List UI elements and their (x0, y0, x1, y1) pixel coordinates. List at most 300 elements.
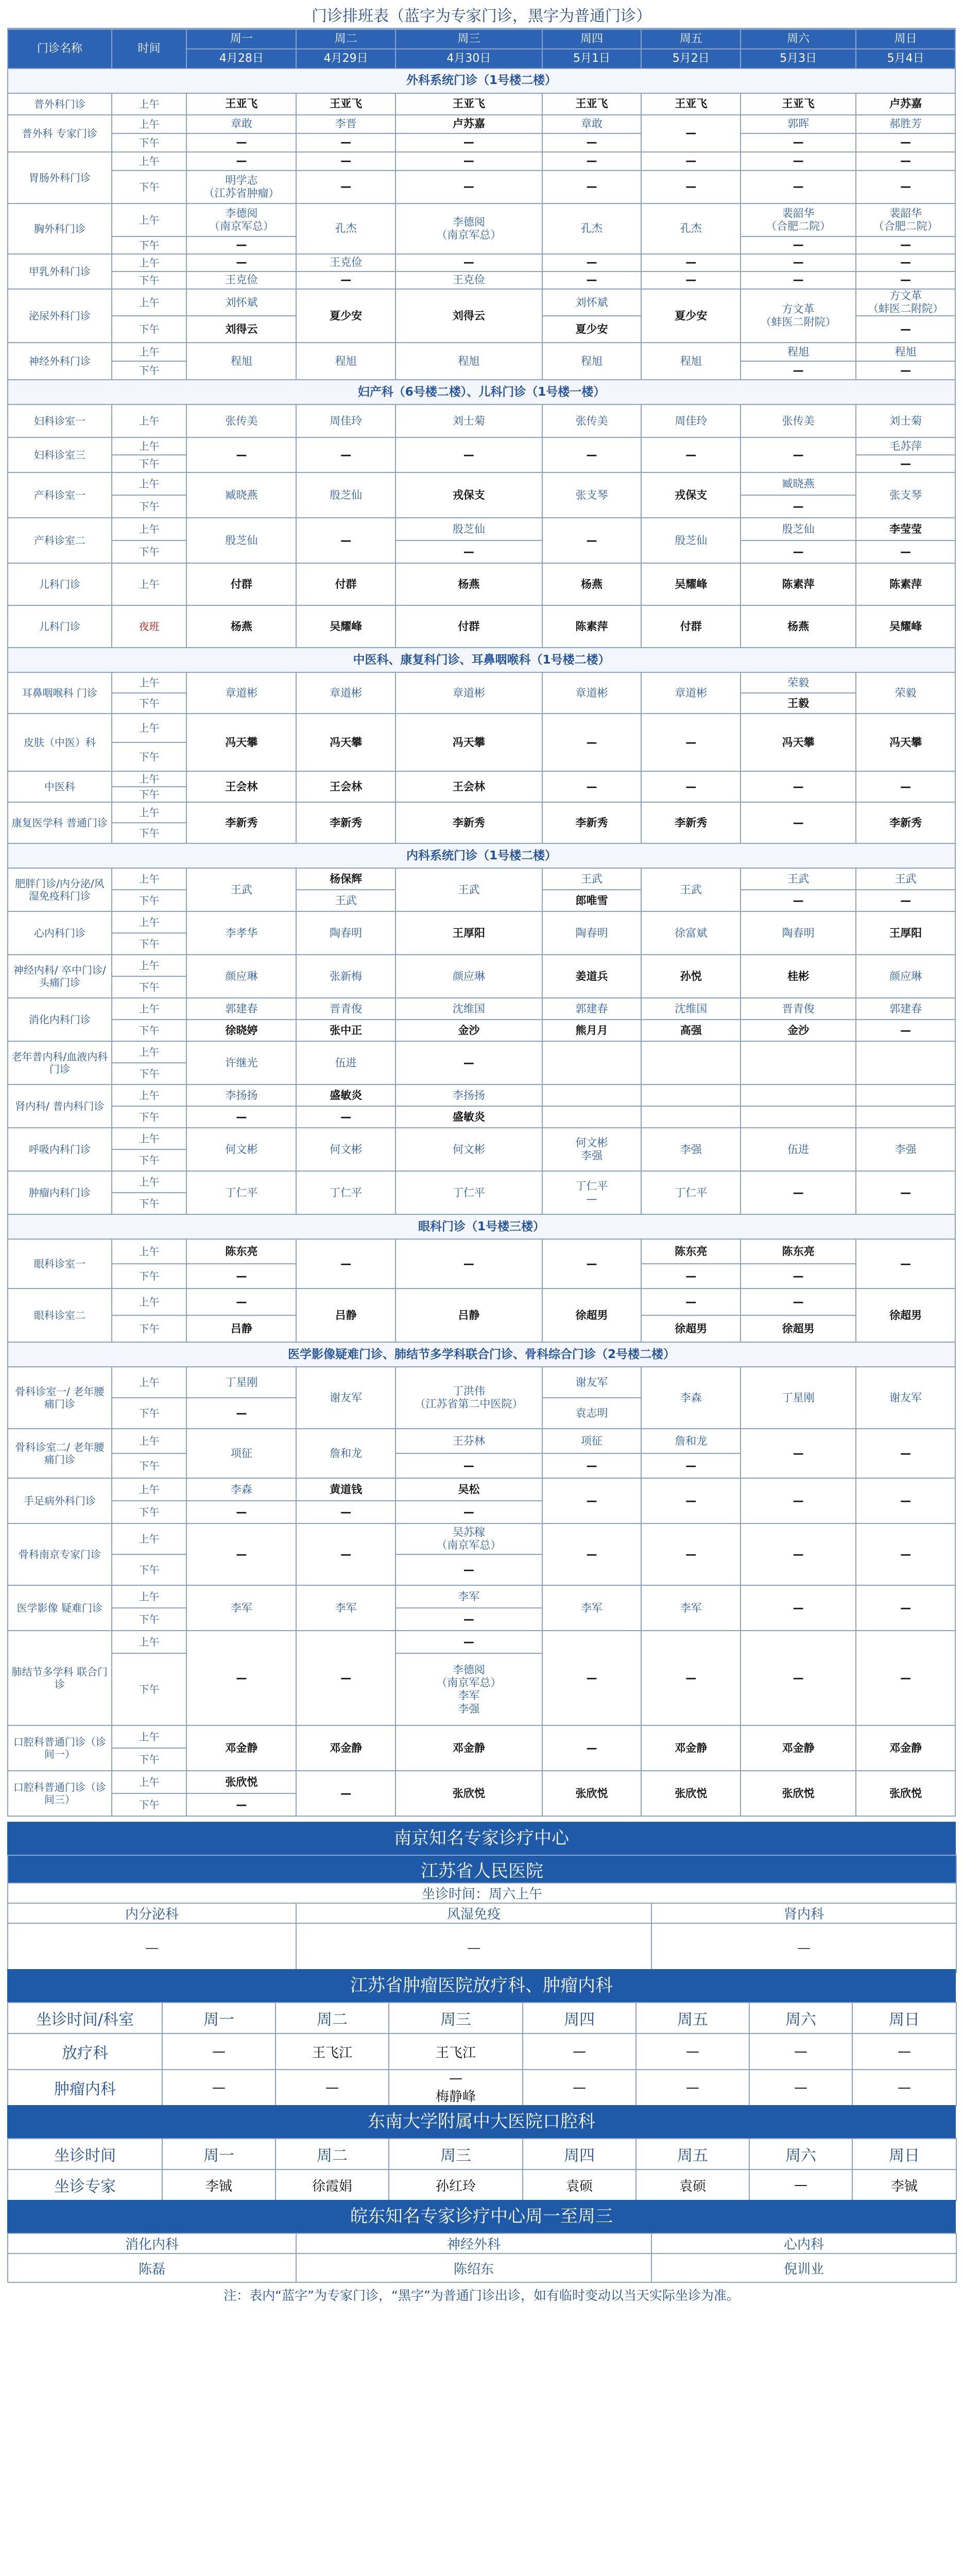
time-label: 坐诊时间：周六上午 (8, 1883, 956, 1903)
tumor-cell: — (636, 2033, 749, 2070)
schedule-row (8, 204, 955, 236)
header-weekday: 周二 (296, 29, 395, 49)
time-slot: 下午 (112, 693, 187, 714)
doctor-cell: — (741, 171, 856, 204)
doctor-cell: 方文革 （蚌医二附院） (856, 289, 955, 316)
time-slot: 下午 (112, 1193, 187, 1214)
time-slot: 上午 (112, 1289, 187, 1315)
schedule-row (8, 955, 955, 976)
doctor-cell: 杨燕 (741, 605, 856, 648)
stomato-cell: 袁硕 (523, 2170, 636, 2200)
time-slot: 上午 (112, 254, 187, 272)
time-slot: 上午 (112, 1041, 187, 1063)
doctor-cell: — (856, 1585, 955, 1631)
stomato-cell: — (749, 2170, 852, 2200)
doctor-cell: 卢苏嘉 (856, 93, 955, 115)
doctor-cell: 刘得云 (186, 316, 296, 343)
doctor-cell: — (741, 540, 856, 563)
doctor-cell: 章道彬 (542, 672, 642, 714)
doctor-cell: 张欣悦 (186, 1771, 296, 1793)
clinic-name: 甲乳外科门诊 (8, 254, 112, 289)
doctor-cell: — (296, 171, 395, 204)
doctor-cell: 程旭 (641, 343, 741, 380)
time-slot: 下午 (112, 272, 187, 289)
dept-column: 肾内科 (651, 1903, 956, 1923)
doctor-cell (856, 1041, 955, 1084)
doctor-cell: 吴耀峰 (856, 605, 955, 648)
doctor-cell: 荣毅 (741, 672, 856, 693)
time-slot: 上午 (112, 1631, 187, 1653)
doctor-cell: 李德阅 （南京军总） (395, 204, 542, 254)
time-slot: 下午 (112, 540, 187, 563)
time-slot: 上午 (112, 998, 187, 1020)
doctor-cell: — (542, 518, 642, 563)
doctor-cell: 刘士菊 (856, 404, 955, 437)
schedule-table (7, 29, 956, 1817)
doctor-cell: 冯天攀 (296, 714, 395, 771)
doctor-cell: — (856, 540, 955, 563)
doctor-cell: 李德阅 （南京军总） (186, 204, 296, 236)
doctor-cell: 冯天攀 (741, 714, 856, 771)
doctor-cell: 伍进 (741, 1128, 856, 1171)
doctor-cell: 王克俭 (395, 272, 542, 289)
dept-column: 风湿免疫 (296, 1903, 651, 1923)
doctor-cell: 郭建春 (856, 998, 955, 1020)
doctor-cell: — (395, 1631, 542, 1653)
doctor-cell: — (741, 1585, 856, 1631)
clinic-name: 消化内科门诊 (8, 998, 112, 1041)
time-slot: 下午 (112, 1653, 187, 1725)
doctor-cell: — (542, 771, 642, 802)
doctor-cell: — (641, 437, 741, 472)
doctor-cell: 夏少安 (296, 289, 395, 343)
time-slot: 上午 (112, 563, 187, 605)
doctor-cell: 高强 (641, 1020, 741, 1041)
header-weekday: 周六 (741, 29, 856, 49)
time-slot: 下午 (112, 1264, 187, 1289)
header-weekday: 周五 (641, 29, 741, 49)
doctor-cell: 王芬林 (395, 1429, 542, 1453)
time-slot: 上午 (112, 1171, 187, 1193)
doctor-cell: 丁仁平 (296, 1171, 395, 1214)
section-title: 中医科、康复科门诊、耳鼻咽喉科（1号楼二楼） (8, 648, 955, 672)
doctor-cell: 徐富斌 (641, 911, 741, 955)
doctor-cell (741, 1106, 856, 1128)
time-slot: 下午 (112, 1793, 187, 1816)
time-slot: 上午 (112, 1771, 187, 1793)
schedule-row (8, 1771, 955, 1793)
doctor-cell: 颜应琳 (186, 955, 296, 998)
clinic-name: 眼科诊室二 (8, 1289, 112, 1342)
doctor-cell: 杨燕 (542, 563, 642, 605)
doctor-cell: — (641, 115, 741, 152)
doctor-cell: 裴韶华 （合肥二院） (741, 204, 856, 236)
doctor-cell: — (741, 152, 856, 171)
doctor-cell: 伍进 (296, 1041, 395, 1084)
time-slot: 上午 (112, 1429, 187, 1453)
doctor-cell: 李扬扬 (186, 1084, 296, 1106)
doctor-cell: — (395, 1239, 542, 1289)
doctor-cell: 丁星刚 (186, 1367, 296, 1398)
time-slot: 上午 (112, 1585, 187, 1608)
schedule-row (8, 771, 955, 787)
doctor-cell: 冯天攀 (186, 714, 296, 771)
doctor-cell: 张支琴 (542, 472, 642, 518)
footnote: 注：表内“蓝字”为专家门诊，“黑字”为普通门诊出诊，如有临时变动以当天实际坐诊为准。 (223, 2288, 740, 2303)
doctor-cell: 吴耀峰 (296, 605, 395, 648)
time-slot: 下午 (112, 1020, 187, 1041)
doctor-cell: — (186, 1501, 296, 1523)
doctor-cell: — (641, 1264, 741, 1289)
wandong-column: 消化内科 (8, 2233, 296, 2253)
doctor-cell: 冯天攀 (395, 714, 542, 771)
time-slot: 上午 (112, 1523, 187, 1554)
doctor-cell: — (395, 171, 542, 204)
header-weekday: 周一 (186, 29, 296, 49)
doctor-cell: — (856, 1523, 955, 1585)
doctor-cell: 王会林 (395, 771, 542, 802)
doctor-cell: 许继光 (186, 1041, 296, 1084)
clinic-name: 口腔科普通门诊（诊间三） (8, 1771, 112, 1816)
doctor-cell: 王克俭 (296, 254, 395, 272)
header-date: 4月28日 (186, 49, 296, 69)
doctor-cell: — (296, 518, 395, 563)
doctor-cell: — (296, 1631, 395, 1725)
doctor-cell: — (856, 1020, 955, 1041)
wandong-value: 陈磊 (8, 2253, 296, 2282)
clinic-name: 医学影像 疑难门诊 (8, 1585, 112, 1631)
doctor-cell: 周佳玲 (296, 404, 395, 437)
doctor-cell: — (641, 1523, 741, 1585)
doctor-cell: 殷芝仙 (186, 518, 296, 563)
doctor-cell: 丁洪伟 （江苏省第二中医院） (395, 1367, 542, 1429)
wandong-value: 陈绍东 (296, 2253, 651, 2282)
doctor-cell: 李扬扬 (395, 1084, 542, 1106)
doctor-cell: 王武 (741, 868, 856, 890)
clinic-name: 口腔科普通门诊（诊间一） (8, 1725, 112, 1771)
header-date: 5月1日 (542, 49, 642, 69)
time-slot: 下午 (112, 1748, 187, 1771)
clinic-name: 皮肤（中医）科 (8, 714, 112, 771)
clinic-name: 妇科诊室一 (8, 404, 112, 437)
doctor-cell: 陈素萍 (542, 605, 642, 648)
time-slot: 下午 (112, 1149, 187, 1171)
doctor-cell: 张传美 (186, 404, 296, 437)
header-weekday: 周三 (395, 29, 542, 49)
doctor-cell: — (186, 1398, 296, 1429)
time-slot: 上午 (112, 472, 187, 495)
doctor-cell: 程旭 (296, 343, 395, 380)
stomato-cell: 李铖 (852, 2170, 956, 2200)
schedule-row (8, 1239, 955, 1264)
doctor-cell: 李森 (186, 1478, 296, 1501)
tumor-header: 周五 (636, 2003, 749, 2033)
doctor-cell: — (186, 254, 296, 272)
stomato-header: 周六 (749, 2139, 852, 2170)
doctor-cell: 金沙 (741, 1020, 856, 1041)
doctor-cell: 陈东亮 (186, 1239, 296, 1264)
doctor-cell: — (395, 437, 542, 472)
doctor-cell: 徐超男 (641, 1315, 741, 1342)
doctor-cell: — (641, 1453, 741, 1478)
nanjing-table (7, 1855, 957, 1973)
schedule-row (8, 1367, 955, 1398)
clinic-name: 产科诊室一 (8, 472, 112, 518)
schedule-row (8, 1020, 955, 1041)
doctor-cell: 何文彬 (395, 1128, 542, 1171)
time-slot: 下午 (112, 495, 187, 518)
doctor-cell: 吴耀峰 (641, 563, 741, 605)
doctor-cell: — (395, 1554, 542, 1585)
doctor-cell: — (641, 771, 741, 802)
schedule-row (8, 171, 955, 204)
doctor-cell: — (641, 152, 741, 171)
doctor-cell: 项征 (542, 1429, 642, 1453)
stomato-cell: 李铖 (162, 2170, 276, 2200)
doctor-cell: 郭建春 (542, 998, 642, 1020)
doctor-cell: 邓金静 (741, 1725, 856, 1771)
doctor-cell: 李军 (186, 1585, 296, 1631)
doctor-cell: — (741, 1264, 856, 1289)
clinic-name: 眼科诊室一 (8, 1239, 112, 1289)
schedule-row (8, 343, 955, 361)
doctor-cell: — (395, 1608, 542, 1631)
clinic-name: 手足病外科门诊 (8, 1478, 112, 1523)
doctor-cell: — (856, 890, 955, 911)
doctor-cell: 杨燕 (395, 563, 542, 605)
time-slot: 下午 (112, 316, 187, 343)
doctor-cell: 何文彬 (296, 1128, 395, 1171)
doctor-cell: 吕静 (186, 1315, 296, 1342)
doctor-cell: 李军 (542, 1585, 642, 1631)
doctor-cell: — (741, 495, 856, 518)
doctor-cell: 李新秀 (641, 802, 741, 843)
schedule-row (8, 254, 955, 272)
doctor-cell: 李晋 (296, 115, 395, 133)
doctor-cell: 陶春明 (296, 911, 395, 955)
header-date: 4月30日 (395, 49, 542, 69)
doctor-cell (542, 1106, 642, 1128)
clinic-name: 肿瘤内科门诊 (8, 1171, 112, 1214)
doctor-cell: 何文彬 (186, 1128, 296, 1171)
doctor-cell: 詹和龙 (641, 1429, 741, 1453)
doctor-cell: 程旭 (741, 343, 856, 361)
doctor-cell: 吴苏稼 （南京军总） (395, 1523, 542, 1554)
doctor-cell: 周佳玲 (641, 404, 741, 437)
doctor-cell (856, 1106, 955, 1128)
doctor-cell: 丁仁平 (395, 1171, 542, 1214)
time-slot: 上午 (112, 1239, 187, 1264)
time-slot: 下午 (112, 1501, 187, 1523)
doctor-cell: — (856, 1171, 955, 1214)
header-dept: 门诊名称 (8, 29, 112, 69)
schedule-row (8, 1585, 955, 1608)
doctor-cell: — (296, 272, 395, 289)
clinic-name: 普外科 专家门诊 (8, 115, 112, 152)
doctor-cell: 姜道兵 (542, 955, 642, 998)
time-slot: 上午 (112, 115, 187, 133)
doctor-cell: 邓金静 (395, 1725, 542, 1771)
doctor-cell: 邓金静 (641, 1725, 741, 1771)
schedule-row (8, 289, 955, 316)
schedule-row (8, 1106, 955, 1128)
tumor-cell: 王飞江 (389, 2033, 523, 2070)
time-slot: 上午 (112, 955, 187, 976)
clinic-name: 神经内科/ 卒中门诊/头痛门诊 (8, 955, 112, 998)
tumor-cell: — (162, 2033, 276, 2070)
doctor-cell: 李新秀 (542, 802, 642, 843)
doctor-cell: 卢苏嘉 (395, 115, 542, 133)
dept-value: — (651, 1923, 956, 1973)
section-title: 外科系统门诊（1号楼二楼） (8, 69, 955, 93)
schedule-row (8, 272, 955, 289)
doctor-cell (741, 1041, 856, 1084)
time-slot: 上午 (112, 437, 187, 455)
doctor-cell: 黄道钱 (296, 1478, 395, 1501)
schedule-row (8, 802, 955, 823)
doctor-cell: — (395, 1453, 542, 1478)
tumor-header: 周三 (389, 2003, 523, 2033)
time-slot: 上午 (112, 714, 187, 742)
time-slot: 上午 (112, 672, 187, 693)
stomato-header: 周三 (389, 2139, 523, 2170)
stomato-header: 周五 (636, 2139, 749, 2170)
wandong-banner: 皖东知名专家诊疗中心周一至周三 (7, 2200, 956, 2233)
doctor-cell: 殷芝仙 (741, 518, 856, 540)
doctor-cell: — (856, 152, 955, 171)
doctor-cell: 王亚飞 (542, 93, 642, 115)
doctor-cell: 臧晓燕 (186, 472, 296, 518)
doctor-cell: 熊月月 (542, 1020, 642, 1041)
clinic-name: 中医科 (8, 771, 112, 802)
header-date: 5月2日 (641, 49, 741, 69)
doctor-cell: — (856, 1429, 955, 1478)
doctor-cell: — (856, 316, 955, 343)
doctor-cell: 杨保辉 (296, 868, 395, 890)
doctor-cell: — (186, 1289, 296, 1315)
doctor-cell: — (186, 236, 296, 254)
time-slot: 下午 (112, 1453, 187, 1478)
doctor-cell: 徐超男 (741, 1315, 856, 1342)
clinic-name: 耳鼻咽喉科 门诊 (8, 672, 112, 714)
doctor-cell: 张新梅 (296, 955, 395, 998)
doctor-cell: — (542, 1725, 642, 1771)
tumor-cell: — (749, 2033, 852, 2070)
time-slot: 下午 (112, 787, 187, 802)
doctor-cell: 孙悦 (641, 955, 741, 998)
tumor-cell: — 梅静峰 (389, 2070, 523, 2106)
time-slot: 上午 (112, 868, 187, 890)
tumor-header: 坐诊时间/科室 (8, 2003, 162, 2033)
schedule-row (8, 714, 955, 742)
tumor-row-label: 放疗科 (8, 2033, 162, 2070)
doctor-cell: 臧晓燕 (741, 472, 856, 495)
doctor-cell: 颜应琳 (395, 955, 542, 998)
clinic-name: 老年普内科/血液内科门诊 (8, 1041, 112, 1084)
time-slot: 上午 (112, 1084, 187, 1106)
stomato-cell: 徐霞娟 (276, 2170, 389, 2200)
doctor-cell: — (641, 254, 741, 272)
doctor-cell: — (641, 272, 741, 289)
doctor-cell: 盛敏炎 (296, 1084, 395, 1106)
clinic-name: 儿科门诊 (8, 605, 112, 648)
schedule-row (8, 472, 955, 495)
doctor-cell: 孔杰 (542, 204, 642, 254)
doctor-cell: — (856, 171, 955, 204)
clinic-name: 心内科门诊 (8, 911, 112, 955)
time-slot: 下午 (112, 1106, 187, 1128)
clinic-name: 产科诊室二 (8, 518, 112, 563)
doctor-cell: 晋青俊 (296, 998, 395, 1020)
doctor-cell: 桂彬 (741, 955, 856, 998)
doctor-cell: 李军 (641, 1585, 741, 1631)
tumor-cell: — (276, 2070, 389, 2106)
schedule-row (8, 540, 955, 563)
doctor-cell: — (856, 1631, 955, 1725)
doctor-cell: — (296, 133, 395, 152)
schedule-row (8, 152, 955, 171)
doctor-cell: 徐超男 (856, 1289, 955, 1342)
clinic-name: 肺结节多学科 联合门诊 (8, 1631, 112, 1725)
doctor-cell: — (542, 254, 642, 272)
doctor-cell: 张欣悦 (395, 1771, 542, 1816)
time-slot: 下午 (112, 933, 187, 955)
doctor-cell: 吕静 (296, 1289, 395, 1342)
doctor-cell: — (542, 1631, 642, 1725)
clinic-name: 神经外科门诊 (8, 343, 112, 380)
time-slot: 下午 (112, 890, 187, 911)
schedule-row (8, 1128, 955, 1149)
doctor-cell: 谢友军 (296, 1367, 395, 1429)
doctor-cell: 邓金静 (186, 1725, 296, 1771)
tumor-banner: 江苏省肿瘤医院放疗科、肿瘤内科 (7, 1969, 956, 2002)
doctor-cell: — (296, 152, 395, 171)
doctor-cell (641, 1106, 741, 1128)
doctor-cell: — (542, 171, 642, 204)
section-title: 妇产科（6号楼二楼）、儿科门诊（1号楼一楼） (8, 380, 955, 404)
time-slot: 下午 (112, 1608, 187, 1631)
stomato-banner: 东南大学附属中大医院口腔科 (7, 2105, 956, 2138)
tumor-cell: — (852, 2070, 956, 2106)
stomato-header: 坐诊时间 (8, 2139, 162, 2170)
schedule-row (8, 998, 955, 1020)
doctor-cell: 程旭 (856, 343, 955, 361)
doctor-cell: 丁仁平 (186, 1171, 296, 1214)
tumor-cell: — (852, 2033, 956, 2070)
doctor-cell: 张传美 (741, 404, 856, 437)
section-title: 内科系统门诊（1号楼二楼） (8, 843, 955, 868)
doctor-cell: 刘怀斌 (542, 289, 642, 316)
time-slot: 上午 (112, 1478, 187, 1501)
schedule-row (8, 868, 955, 890)
doctor-cell: 王亚飞 (741, 93, 856, 115)
doctor-cell: 王毅 (741, 693, 856, 714)
doctor-cell (542, 1084, 642, 1106)
doctor-cell: — (741, 1429, 856, 1478)
clinic-name: 普外科门诊 (8, 93, 112, 115)
doctor-cell: 戎保支 (641, 472, 741, 518)
doctor-cell: — (741, 890, 856, 911)
doctor-cell: 丁仁平 (641, 1171, 741, 1214)
stomato-cell: 袁硕 (636, 2170, 749, 2200)
doctor-cell: 李新秀 (296, 802, 395, 843)
doctor-cell: — (741, 771, 856, 802)
stomato-cell: 孙红玲 (389, 2170, 523, 2200)
doctor-cell: — (856, 254, 955, 272)
doctor-cell: 章道彬 (641, 672, 741, 714)
schedule-row (8, 911, 955, 933)
clinic-name: 骨科南京专家门诊 (8, 1523, 112, 1585)
